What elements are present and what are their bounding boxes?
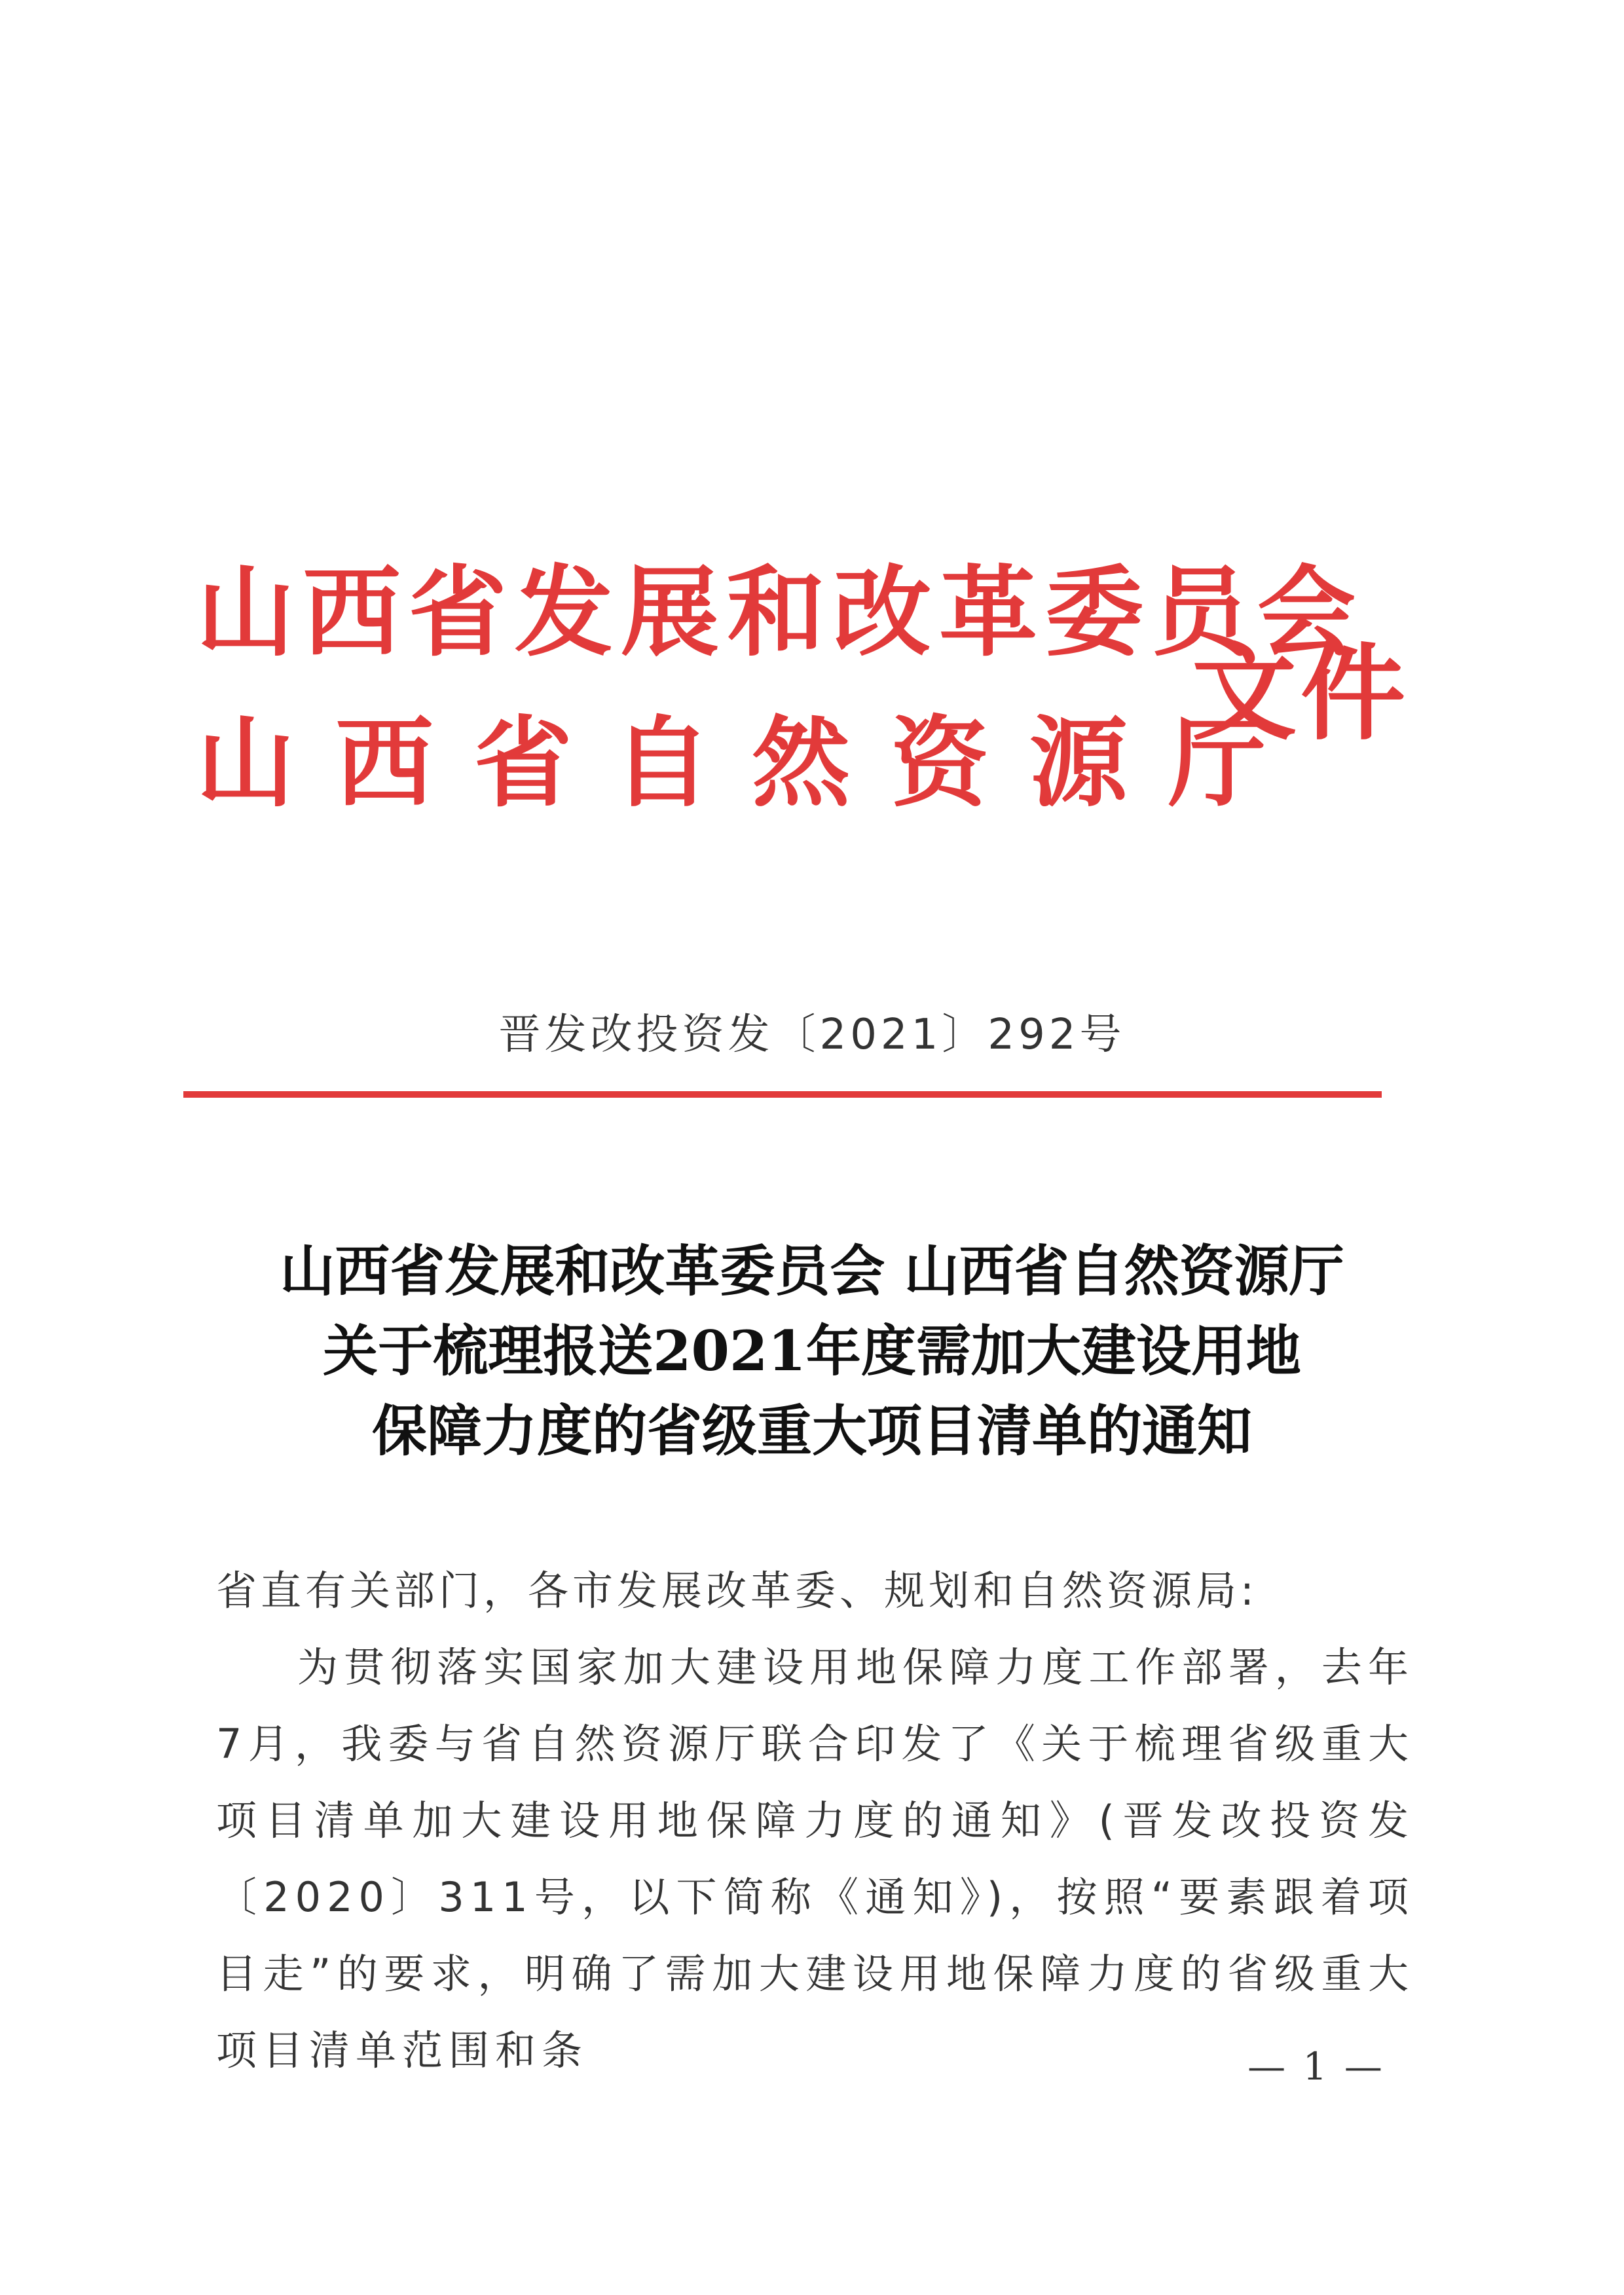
page-number: — 1 — [1247,2044,1385,2089]
red-divider-line [183,1091,1382,1098]
addressee: 省直有关部门，各市发展改革委、规划和自然资源局: [216,1567,1258,1614]
document-number: 晋发改投资发〔2021〕292号 [498,1011,1126,1059]
document-body [216,1552,1414,2089]
body-paragraph-1: 为贯彻落实国家加大建设用地保障力度工作部署，去年7月，我委与省自然资源厅联合印发了《关于梳理省级重大项目清单加大建设用地保障力度的通知》(晋发改投资发〔2020〕311号，以下简称《通知》)，按照“要素跟着项目走”的要求，明确了需加大建设用地保障力度的省级重大项目清单范围和条 [216,1643,1414,2074]
letterhead [196,557,1441,832]
title-line-1: 山西省发展和改革委员会 山西省自然资源厅 [280,1239,1344,1303]
title-line-3: 保障力度的省级重大项目清单的通知 [371,1398,1252,1463]
document-title [196,1231,1428,1471]
issuing-org-2: 山西省自然资源厅 [196,705,1308,821]
issuing-org-1: 山西省发展和改革委员会 [196,555,1364,670]
document-type-label: 文件 [1192,631,1410,755]
title-line-2: 关于梳理报送2021年度需加大建设用地 [323,1318,1301,1383]
